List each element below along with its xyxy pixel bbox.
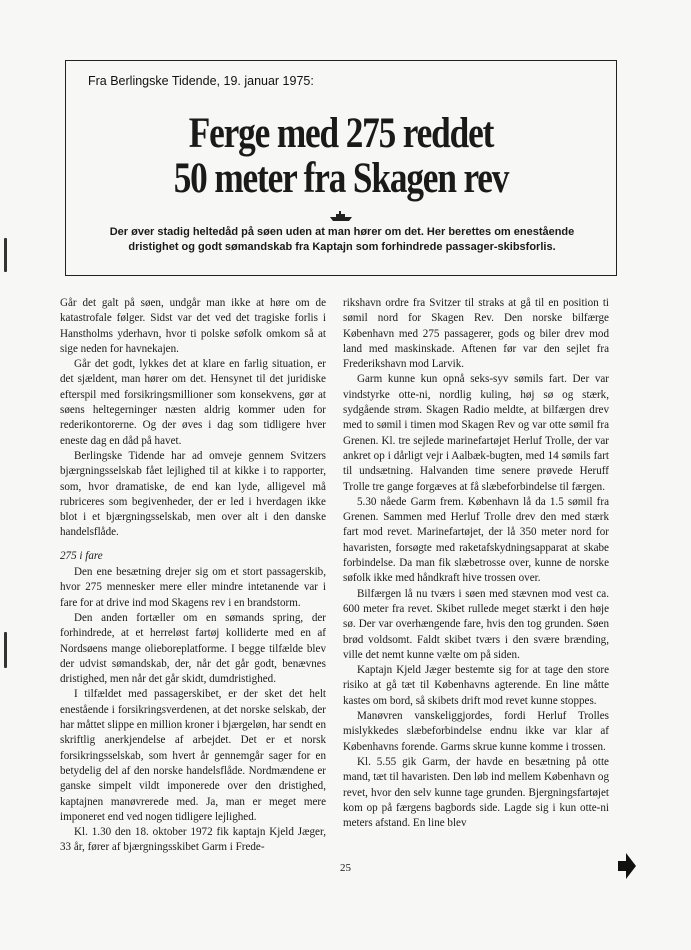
margin-mark [4,238,7,272]
paragraph: Kl. 5.55 gik Garm, der havde en besætning på otte mand, tæt til havaristen. Den løb ind mellem København og revet, hvor den selv kunne tage grunden. Bjergningsfartøjet kom op på færgens bagbords side. Lagde sig i kun otte-ni meters afstand. En line blev [343,755,609,830]
paragraph: Bilfærgen lå nu tværs i søen med stævnen mod vest ca. 600 meter fra revet. Skibet rullede meget stærkt i den høje sø. Der var overhængende fare, hvis den tog grunden. Søen brød voldsomt. Faldt skibet tværs i den svære brænding, ville det nemt kunne vælte om på siden. [343,587,609,661]
margin-mark [4,632,7,668]
right-arrow-icon [618,852,636,880]
paragraph: Den anden fortæller om en sømands spring, der forhindrede, at et herreløst fartøj kolliderte med en af Nordsøens mange olieboreplatforme. I begge tilfælde blev der udvist sømandskab, der, når det går godt, benævnes dristighed, men når det går skidt, dumdristighed. [60,611,326,686]
paragraph: Går det galt på søen, undgår man ikke at høre om de katastrofale følger. Sidst var det ved det tragiske forlis i Hanstholms yderhavn, hvor ti polske søfolk omkom så at sige neden for havnekajen. [60,297,326,355]
source-line: Fra Berlingske Tidende, 19. januar 1975: [88,74,314,88]
paragraph: Går det godt, lykkes det at klare en farlig situation, er det sjældent, man hører om det. Hensynet til det juridiske efterspil med forsikringsmillioner som konsekvens, gør at søens heltegerninger næsten aldrig kommer uden for rederikontorerne. Og der øves i dag som tidligere hver eneste dag en dåd på havet. [60,358,326,447]
headline [116,111,567,201]
paragraph: Kaptajn Kjeld Jæger bestemte sig for at tage den store risiko at gå tæt til Københavns agterende. En line måtte kastes om bord, så skibets drift mod revet kunne stoppes. [343,664,609,707]
paragraph: Den ene besætning drejer sig om et stort passagerskib, hvor 275 mennesker mere eller mindre intetanende var i fare for at drive ind mod Skagens rev i en brandstorm. [60,566,326,609]
ship-icon [330,211,352,221]
headline-line-1: Ferge med 275 reddet [188,110,494,157]
paragraph: I tilfældet med passagerskibet, er der sket det helt enestående i forsikringsverdenen, at det norske selskab, der har måttet slippe en million kroner i bjærgeløn, har sendt en skriftlig anerkjendelse af arbejdet. Det er et norsk forsikringsselskab, som hvert år gennemgår sager for en betydelig del af den norske handelsflåde. Nordmændene er ganske simpelt vildt imponerede over den dristighed, kaptajnen manøvrerede med. Ja, man er meget mere imponeret end ved nogen tidligere lejlighed. [60,688,326,823]
paragraph: 5.30 nåede Garm frem. København lå da 1.5 sømil fra Grenen. Sammen med Herluf Trolle drev den med stærk fart mod revet. Marinefartøjet, der lå 350 meter nord for havaristen, forsøgte med raketafskydningsapparat at skabe forbindelse. Da man fik slæbetrosse over, kunne de norske søfolk ikke med håndkraft hive trossen over. [343,495,609,585]
paragraph: Garm kunne kun opnå seks-syv sømils fart. Der var vindstyrke otte-ni, nordlig kuling, høj sø og stærk, sydgående strøm. Skagen Radio meldte, at bilfærgen drev med to sømil i timen mod Skagen Rev og var otte sømil fra Grenen. Kl. tre sejlede marinefartøjet Herluf Trolle, der var ankret op i dårligt vejr i Aalbæk-bugten, med 14 sømils fart til undsætning. Halvanden time senere prøvede Heruff Trolle tre gange forgæves at få slæbeforbindelse til færgen. [343,373,609,493]
headline-line-2: 50 meter fra Skagen rev [173,155,509,202]
paragraph: Berlingske Tidende har ad omveje gennem Svitzers bjærgningsselskab fået lejlighed til at kikke i to rapporter, som, hvor dramatiske, de end kan lyde, alligevel må rubriceres som begivenheder, der er led i hverdagen ikke blot i et bjærgningsselskab, men over alt i den danske handelsflåde. [60,449,326,539]
page-number: 25 [340,862,351,874]
headline-box [65,60,617,276]
subheading: 275 i fare [60,549,103,562]
paragraph: Kl. 1.30 den 18. oktober 1972 fik kaptajn Kjeld Jæger, 33 år, fører af bjærgningsskibet Garm i Frede- [60,826,326,854]
paragraph: Manøvren vanskeliggjordes, fordi Herluf Trolles mislykkedes slæbeforbindelse endnu ikke var klar af Københavns forende. Garms skrue kunne komme i trossen. [343,710,609,753]
paragraph: rikshavn ordre fra Svitzer til straks at gå til en position ti sømil nord for Skagen Rev. Den norske bilfærge København med 275 passagerer, gods og biler drev mod land med maskinskade. Aftenen før var den sejlet fra Frederikshavn mod Larvik. [343,297,609,371]
left-column [60,296,326,856]
deck-text: Der øver stadig heltedåd på søen uden at man hører om det. Her berettes om enestående dristighet og godt sømandskab fra Kaptajn som forhindrede passager-skibsforlis. [109,226,575,253]
right-column [343,296,609,831]
